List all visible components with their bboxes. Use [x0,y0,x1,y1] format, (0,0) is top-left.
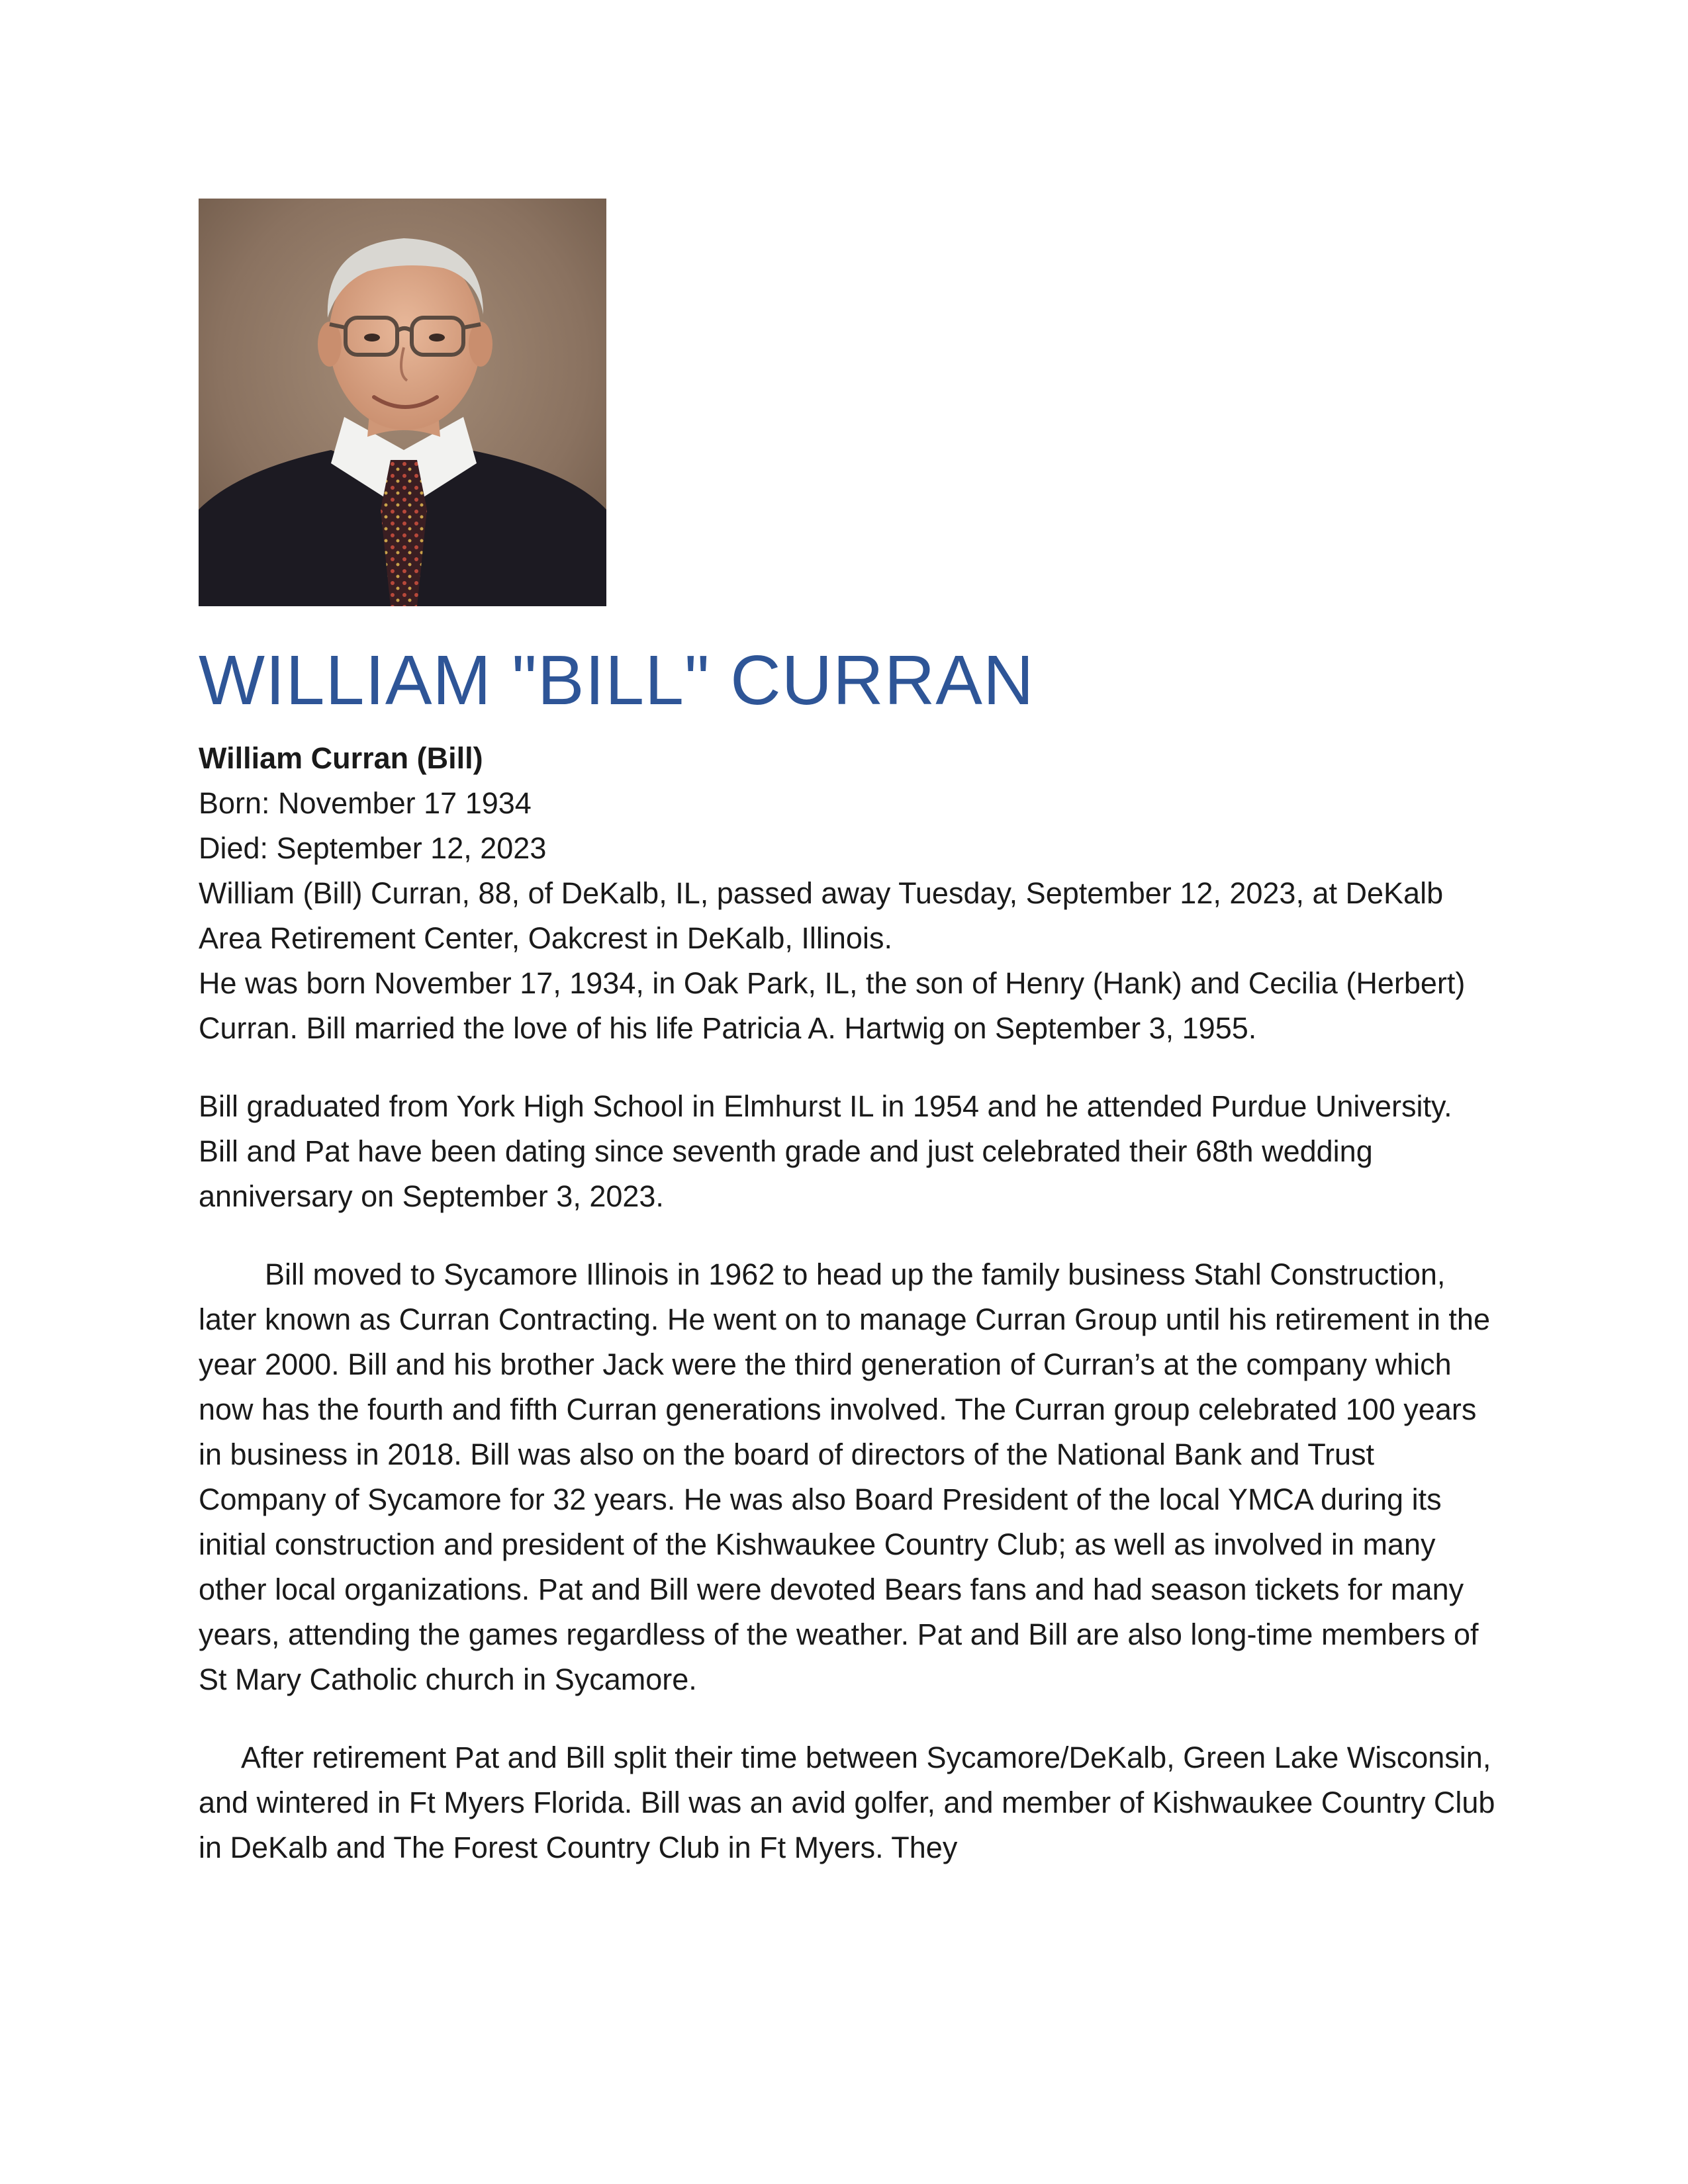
died-date: Died: September 12, 2023 [199,831,547,865]
paragraph-career: Bill moved to Sycamore Illinois in 1962 to head up the family business Stahl Construction, later known as Curran Contracting. He went on to manage Curran Group until his retirement in the year 2000. Bill and his brother Jack were the third generation of Curran’s at the company which now has the fourth and fifth Curran generations involved. The Curran group celebrated 100 years in business in 2018. Bill was also on the board of directors of the National Bank and Trust Company of Sycamore for 32 years. He was also Board President of the local YMCA during its initial construction and president of the Kishwaukee Country Club; as well as involved in many other local organizations. Pat and Bill were devoted Bears fans and had season tickets for many years, attending the games regardless of the weather. Pat and Bill are also long-time members of St Mary Catholic church in Sycamore. [199,1257,1490,1696]
paragraph-retirement: After retirement Pat and Bill split their time between Sycamore/DeKalb, Green Lake Wisconsin, and wintered in Ft Myers Florida. Bill was an avid golfer, and member of Kishwaukee Country Club in DeKalb and The Forest Country Club in Ft Myers. They [199,1741,1495,1864]
obituary-title: WILLIAM "BILL" CURRAN [199,641,1035,719]
obituary-page [199,199,1496,1903]
paragraph-passing: William (Bill) Curran, 88, of DeKalb, IL, passed away Tuesday, September 12, 2023, at DeKalb Area Retirement Center, Oakcrest in DeKalb, Illinois. [199,876,1444,955]
paragraph-education: Bill graduated from York High School in Elmhurst IL in 1954 and he attended Purdue University. Bill and Pat have been dating since seventh grade and just celebrated their 68th wedding anniversary on September 3, 2023. [199,1089,1452,1213]
born-date: Born: November 17 1934 [199,786,532,820]
paragraph-birth: He was born November 17, 1934, in Oak Park, IL, the son of Henry (Hank) and Cecilia (Herbert) Curran. Bill married the love of his life Patricia A. Hartwig on September 3, 1955. [199,966,1466,1045]
subtitle-name: William Curran (Bill) [199,741,483,775]
portrait-photo [199,199,606,606]
